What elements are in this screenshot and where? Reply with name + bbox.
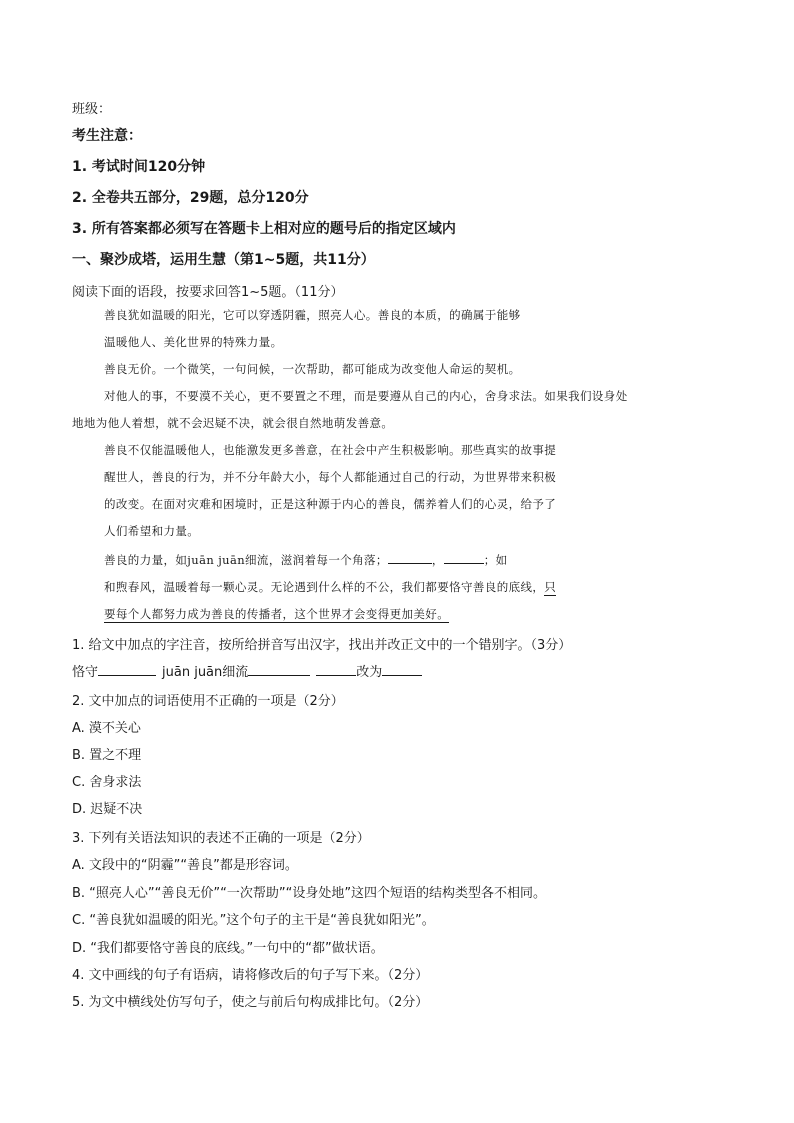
question-4: 4. 文中画线的句子有语病，请将修改后的句子写下来。（2分） (72, 968, 429, 983)
answer-prompt: 恪守 (72, 665, 99, 680)
option-c: C. 舍身求法 (72, 775, 142, 790)
passage-line: 地地为他人着想，就不会迟疑不决，就会很自然地萌发善意。 (72, 416, 394, 430)
notice-title: 考生注意： (72, 128, 142, 144)
answer-blank (248, 663, 310, 676)
option-d: D. 迟疑不决 (72, 802, 143, 817)
option-a: A. 漠不关心 (72, 721, 141, 736)
passage-line: 醒世人，善良的行为，并不分年龄大小，每个人都能通过自己的行动，为世界带来积极 (104, 470, 557, 484)
passage-line (104, 606, 449, 622)
passage-text: ；如 (483, 553, 508, 567)
passage-line: 对他人的事，不要漠不关心，更不要置之不理，而是要遵从自己的内心，舍身求法。如果我们设身处 (104, 389, 628, 403)
option-b: B. 置之不理 (72, 748, 142, 763)
passage-line: 的改变。在面对灾难和困境时，正是这种源于内心的善良，儒养着人们的心灵，给予了 (104, 497, 557, 511)
answer-blank (316, 663, 356, 676)
question-5: 5. 为文中横线处仿写句子，使之与前后句构成排比句。（2分） (72, 995, 429, 1010)
section-instruction: 阅读下面的语段，按要求回答1~5题。（11分） (72, 285, 344, 300)
passage-line: 人们希望和力量。 (104, 524, 200, 538)
passage-line: 善良无价。一个微笑，一句问候，一次帮助，都可能成为改变他人命运的契机。 (104, 362, 521, 376)
underlined-sentence: 只 (544, 580, 557, 594)
question-2: 2. 文中加点的词语使用不正确的一项是（2分） (72, 694, 344, 709)
class-label: 班级： (72, 102, 112, 117)
imitation-blank-1 (388, 551, 432, 564)
section-title: 一、聚沙成塔，运用生慧（第1~5题，共11分） (72, 252, 375, 268)
option-b: B. “照亮人心”“善良无价”“一次帮助”“设身处地”这四个短语的结构类型各不相同。 (72, 886, 547, 901)
passage-line: 温暖他人、美化世界的特殊力量。 (104, 335, 283, 349)
answer-prompt: juān juān细流 (162, 665, 249, 680)
answer-blank (382, 663, 422, 676)
underlined-sentence: 要每个人都努力成为善良的传播者，这个世界才会变得更加美好。 (104, 607, 450, 621)
imitation-blank-2 (444, 551, 484, 564)
question-1-answer-line (72, 661, 422, 680)
passage-line: 善良犹如温暖的阳光，它可以穿透阴霾，照亮人心。善良的本质，的确属于能够 (104, 308, 521, 322)
notice-item-1: 1. 考试时间120分钟 (72, 159, 206, 175)
notice-item-2: 2. 全卷共五部分，29题，总分120分 (72, 190, 309, 206)
option-c: C. “善良犹如温暖的阳光。”这个句子的主干是“善良犹如阳光”。 (72, 913, 435, 928)
option-d: D. “我们都要恪守善良的底线。”一句中的“都”做状语。 (72, 941, 384, 956)
passage-text: 善良的力量，如juān juān细流，滋润着每一个角落； (104, 553, 388, 567)
question-3: 3. 下列有关语法知识的表述不正确的一项是（2分） (72, 831, 370, 846)
option-a: A. 文段中的“阴霾”“善良”都是形容词。 (72, 858, 298, 873)
passage-text: ， (431, 553, 444, 567)
passage-text: 和煦春风，温暖着每一颗心灵。无论遇到什么样的不公，我们都要恪守善良的底线， (104, 580, 545, 594)
question-1: 1. 给文中加点的字注音，按所给拼音写出汉字，找出并改正文中的一个错别字。（3分） (72, 638, 572, 653)
notice-item-3: 3. 所有答案都必须写在答题卡上相对应的题号后的指定区域内 (72, 221, 456, 237)
passage-line (104, 579, 556, 595)
answer-blank (98, 663, 156, 676)
passage-line-with-blanks (104, 551, 508, 568)
passage-line: 善良不仅能温暖他人，也能激发更多善意，在社会中产生积极影响。那些真实的故事提 (104, 443, 557, 457)
answer-prompt: 改为 (356, 665, 383, 680)
